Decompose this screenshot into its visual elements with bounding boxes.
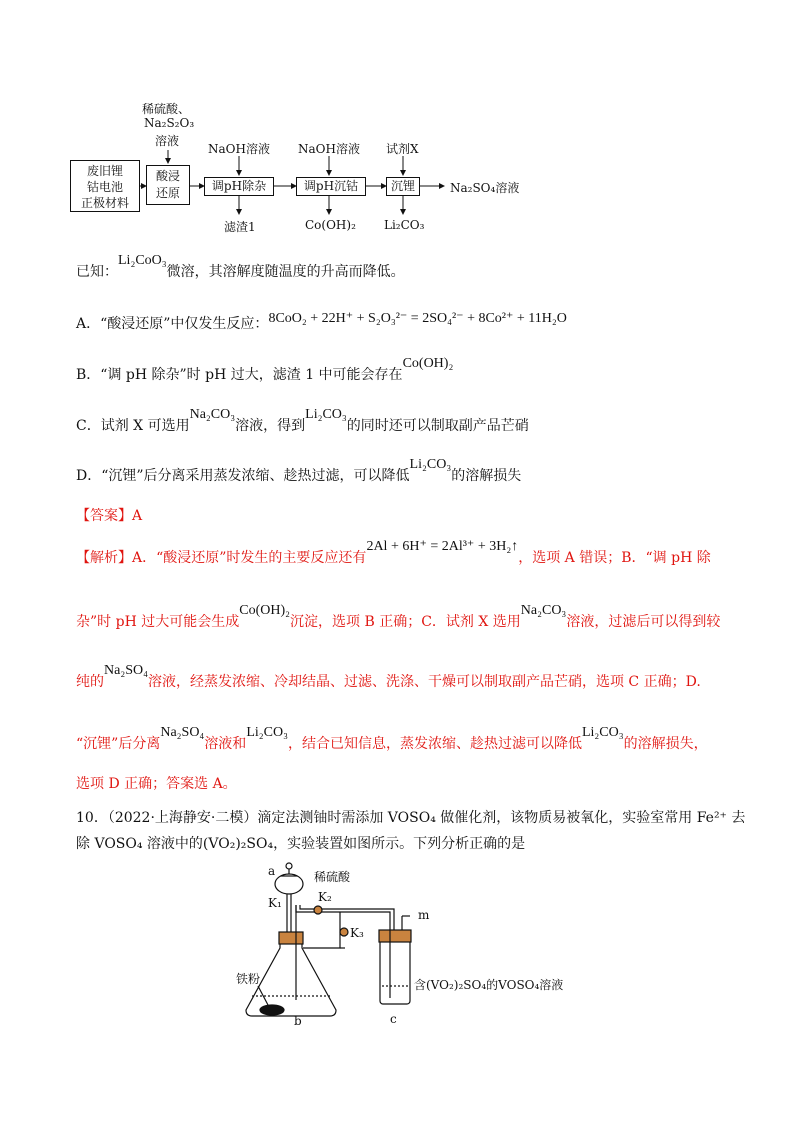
- analysis-l2-c: 溶液，过滤后可以得到较: [566, 614, 721, 630]
- flow-box-ph-impurity: 调pH除杂: [204, 177, 274, 196]
- flow-box-raw-material: [70, 160, 140, 212]
- apparatus-label-a: a: [268, 864, 276, 878]
- analysis-line-3: [76, 663, 701, 693]
- flow-reagent-x: 试剂X: [386, 142, 419, 156]
- apparatus-label-k1: K₁: [268, 896, 282, 910]
- flow-box-lithium: 沉锂: [386, 177, 420, 196]
- analysis-l1-a: 【解析】A．“酸浸还原”时发生的主要反应还有: [76, 550, 367, 566]
- analysis-line-2: [76, 603, 721, 633]
- apparatus-label-b: b: [294, 1014, 302, 1028]
- option-a-text: A．“酸浸还原”中仅发生反应：: [76, 316, 269, 332]
- flow-product-cooh2: Co(OH)₂: [305, 218, 356, 232]
- apparatus-label-k2: K₂: [318, 890, 332, 904]
- analysis-l2-a: 杂”时 pH 过大可能会生成: [76, 614, 240, 630]
- flow-box-acid-leach: [146, 165, 190, 205]
- option-d: [76, 457, 522, 487]
- known-prefix: 已知：: [76, 264, 118, 280]
- flow-box-raw-line1: 废旧锂: [86, 164, 123, 178]
- option-b-formula: Co(OH)₂: [402, 356, 454, 371]
- analysis-l3-formula: Na₂SO₄: [104, 663, 148, 678]
- analysis-l4-formula3: Li₂CO₃: [581, 725, 624, 740]
- flow-reagent-naoh-1: NaOH溶液: [208, 142, 270, 156]
- flow-reagent-naoh-2: NaOH溶液: [298, 142, 360, 156]
- flow-product-residue: 滤渣1: [224, 220, 256, 234]
- analysis-l4-c: ，结合已知信息，蒸发浓缩、趁热过滤可以降低: [287, 736, 582, 752]
- analysis-l3-a: 纯的: [76, 674, 104, 690]
- option-c: [76, 407, 529, 437]
- analysis-line-5: 选项 D 正确；答案选 A。: [76, 776, 237, 792]
- option-c-formula2: Li₂CO₃: [305, 407, 347, 422]
- known-suffix: 微溶，其溶解度随温度的升高而降低。: [166, 264, 405, 280]
- apparatus-label-c: c: [390, 1012, 397, 1026]
- analysis-l4-formula2: Li₂CO₃: [246, 725, 288, 740]
- flow-box-acid-line1: 酸浸: [155, 169, 180, 183]
- analysis-l1-equation: 2Al + 6H⁺ = 2Al³⁺ + 3H₂↑: [366, 539, 519, 554]
- analysis-line-1: [76, 539, 711, 569]
- analysis-l2-formula: Co(OH)₂: [239, 603, 290, 618]
- flow-box-raw-line2: 钴电池: [86, 180, 123, 194]
- apparatus-label-iron: 铁粉: [236, 972, 261, 986]
- analysis-line-4: [76, 725, 708, 755]
- flow-product-na2so4: Na₂SO₄溶液: [450, 181, 520, 195]
- option-c-text2: 溶液，得到: [235, 418, 306, 434]
- flow-box-ph-cobalt: 调pH沉钴: [296, 177, 366, 196]
- analysis-l4-a: “沉锂”后分离: [76, 736, 161, 752]
- flow-box-raw-line3: 正极材料: [80, 196, 129, 210]
- analysis-l4-b: 溶液和: [204, 736, 247, 752]
- option-a-equation: 8CoO₂ + 22H⁺ + S₂O₃²⁻ = 2SO₄²⁻ + 8Co²⁺ + 11H₂O: [268, 311, 567, 326]
- option-a: [76, 311, 567, 335]
- analysis-l2-b: 沉淀，选项 B 正确；C．试剂 X 选用: [290, 614, 521, 630]
- flow-box-acid-line2: 还原: [155, 186, 180, 200]
- known-info: [76, 253, 405, 283]
- answer-line: 【答案】A: [76, 508, 143, 524]
- flow-reagent-acid-line1: 稀硫酸、: [142, 102, 191, 116]
- option-d-formula: Li₂CO₃: [409, 457, 452, 472]
- known-formula: Li₂CoO₃: [118, 253, 167, 268]
- flow-reagent-acid-line3: 溶液: [155, 134, 180, 148]
- option-d-text2: 的溶解损失: [451, 468, 522, 484]
- analysis-l2-formula2: Na₂CO₃: [520, 603, 567, 618]
- option-d-text1: D．“沉锂”后分离采用蒸发浓缩、趁热过滤，可以降低: [76, 468, 410, 484]
- apparatus-label-solution: 含(VO₂)₂SO₄的VOSO₄溶液: [414, 978, 564, 992]
- question-10-line-2: 除 VOSO₄ 溶液中的(VO₂)₂SO₄，实验装置如图所示。下列分析正确的是: [76, 836, 526, 852]
- apparatus-label-m: m: [418, 908, 430, 922]
- option-c-text1: C．试剂 X 可选用: [76, 418, 190, 434]
- analysis-l4-d: 的溶解损失，: [623, 736, 708, 752]
- analysis-l3-b: 溶液，经蒸发浓缩、冷却结晶、过滤、洗涤、干燥可以制取副产品芒硝，选项 C 正确；D.: [147, 674, 701, 690]
- analysis-l4-formula1: Na₂SO₄: [160, 725, 205, 740]
- apparatus-label-acid: 稀硫酸: [314, 870, 351, 884]
- option-c-formula1: Na₂CO₃: [189, 407, 236, 422]
- flow-diagram-lines: [0, 0, 800, 250]
- option-b-text: B．“调 pH 除杂”时 pH 过大，滤渣 1 中可能会存在: [76, 367, 403, 383]
- apparatus-label-k3: K₃: [350, 926, 364, 940]
- option-c-text3: 的同时还可以制取副产品芒硝: [346, 418, 529, 434]
- flow-reagent-acid-line2: Na₂S₂O₃: [144, 116, 195, 130]
- option-b: [76, 356, 454, 386]
- analysis-l1-b: ，选项 A 错误；B．“调 pH 除: [518, 550, 711, 566]
- question-10-line-1: 10．（2022·上海静安·二模）滴定法测铀时需添加 VOSO₄ 做催化剂，该物质易被氧化，实验室常用 Fe²⁺ 去: [76, 810, 746, 826]
- flow-product-li2co3: Li₂CO₃: [384, 218, 425, 232]
